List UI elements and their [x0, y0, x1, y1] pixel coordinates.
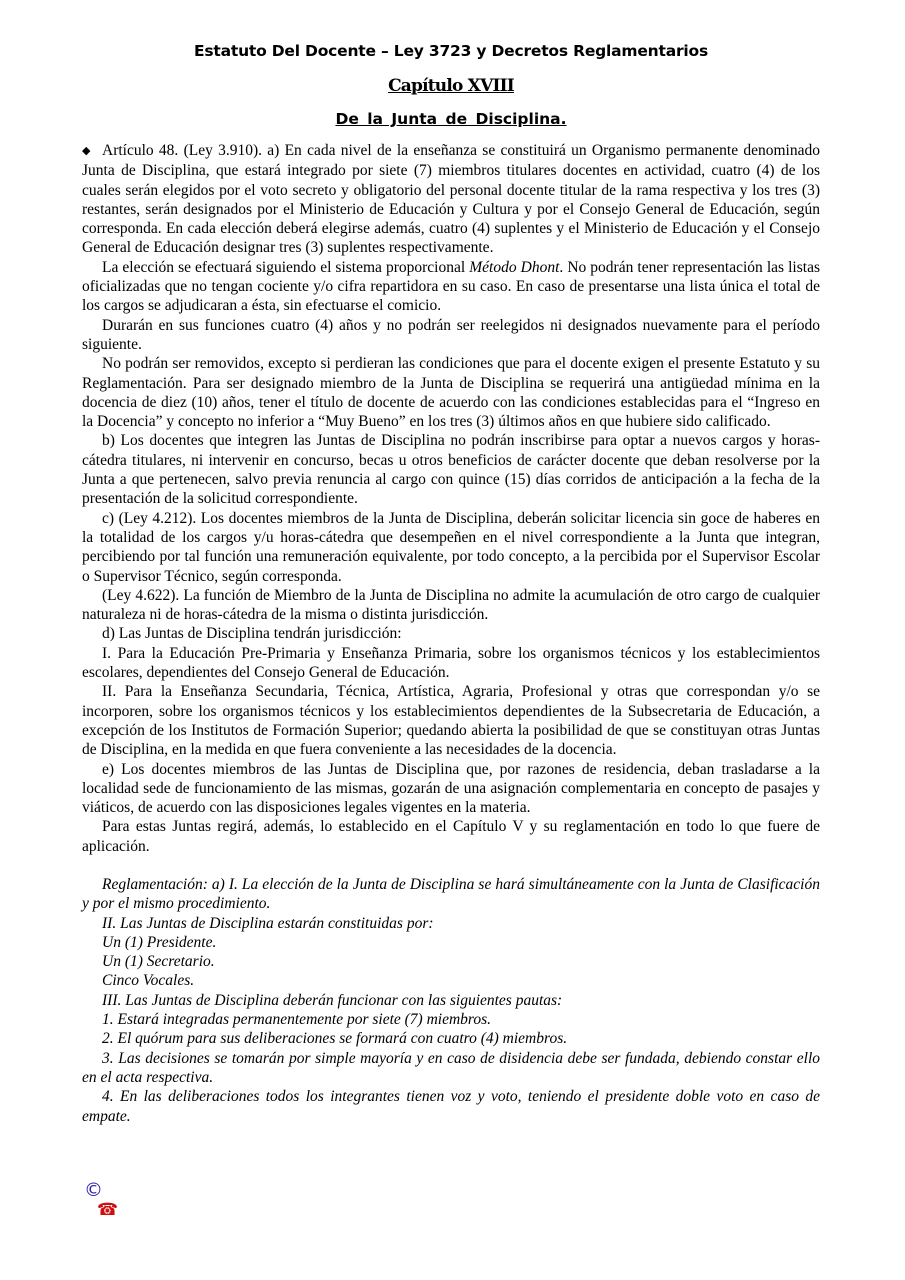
article-paragraph: ◆ Artículo 48. (Ley 3.910). a) En cada nivel de la enseñanza se constituirá un Organismo permanente denominado Junta de Disciplina, que estará integrado por siete (7) miembros titulares docentes en actividad, cuatro (4) de los cuales serán elegidos por el voto secreto y obligatorio del personal docente titular de la rama respectiva y los tres (3) restantes, serán designados por el Ministerio de Educación y Cultura y por el Consejo General de Educación, según corresponda. En cada elección deberá elegirse además, cuatro (4) suplentes y el Ministerio de Educación y el Consejo General de Educación designar tres (3) suplentes respectivamente.: [82, 142, 820, 257]
diamond-bullet-icon: ◆: [82, 145, 91, 157]
telephone-icon: ☎: [97, 1200, 119, 1220]
footer-icons: [84, 1180, 118, 1220]
section-spacer: [82, 856, 820, 875]
article-paragraph: e) Los docentes miembros de las Juntas de Disciplina que, por razones de residencia, deban trasladarse a la localidad sede de funcionamiento de las mismas, gozarán de una asignación complementaria en concepto de pasajes y viáticos, de acuerdo con las disposiciones legales vigentes en la materia.: [82, 760, 820, 817]
article-body: [82, 141, 820, 1126]
reglamentacion-paragraph: Reglamentación: a) I. La elección de la Junta de Disciplina se hará simultáneamente con la Junta de Clasificación y por el mismo procedimiento.: [82, 875, 820, 913]
article-paragraph: La elección se efectuará siguiendo el sistema proporcional Método Dhont. No podrán tener representación las listas oficializadas que no tengan cociente y/o cifra repartidora en su caso. En caso de presentarse una lista única el total de los cargos se adjudicaran a ésta, sin efectuarse el comicio.: [82, 258, 820, 315]
article-paragraph: Durarán en sus funciones cuatro (4) años y no podrán ser reelegidos ni designados nuevamente para el período siguiente.: [82, 316, 820, 353]
reglamentacion-paragraph: Un (1) Secretario.: [102, 953, 215, 971]
document-page: [82, 42, 820, 1126]
article-paragraph: No podrán ser removidos, excepto si perdieran las condiciones que para el docente exigen el presente Estatuto y su Reglamentación. Para ser designado miembro de la Junta de Disciplina se requerirá una antigüedad mínima en la docencia de diez (10) años, tener el título de docente de acuerdo con las condiciones establecidas para el “Ingreso en la Docencia” y concepto no inferior a “Muy Bueno” en los tres (3) últimos años en que hubiere sido calificado.: [82, 355, 820, 431]
reglamentacion-paragraph: III. Las Juntas de Disciplina deberán funcionar con las siguientes pautas:: [102, 991, 563, 1009]
method-name: Método Dhont: [469, 258, 560, 276]
reglamentacion-paragraph: 4. En las deliberaciones todos los integrantes tienen voz y voto, teniendo el presidente doble voto en caso de empate.: [82, 1088, 820, 1125]
article-paragraph: c) (Ley 4.212). Los docentes miembros de la Junta de Disciplina, deberán solicitar licencia sin goce de haberes en la totalidad de los cargos y/u horas-cátedra que desempeñen en el nivel correspondiente a la Junta que integran, percibiendo por tal función una remuneración equivalente, por todo concepto, a la percibida por el Supervisor Escolar o Supervisor Técnico, según corresponda.: [82, 509, 820, 585]
article-paragraph: d) Las Juntas de Disciplina tendrán jurisdicción:: [102, 625, 402, 643]
article-paragraph: (Ley 4.622). La función de Miembro de la Junta de Disciplina no admite la acumulación de otro cargo de cualquier naturaleza ni de horas-cátedra de la misma o distinta jurisdicción.: [82, 586, 820, 624]
reglamentacion-paragraph: Un (1) Presidente.: [102, 933, 217, 951]
reglamentacion-paragraph: Cinco Vocales.: [102, 972, 195, 990]
chapter-subtitle: De la Junta de Disciplina.: [335, 110, 567, 128]
reglamentacion-paragraph: 1. Estará integradas permanentemente por siete (7) miembros.: [102, 1011, 492, 1029]
chapter-title: Capítulo XVIII: [388, 76, 514, 96]
article-paragraph: Para estas Juntas regirá, además, lo establecido en el Capítulo V y su reglamentación en todo lo que fuere de aplicación.: [82, 818, 820, 855]
article-paragraph: b) Los docentes que integren las Juntas de Disciplina no podrán inscribirse para optar a nuevos cargos y horas-cátedra titulares, ni intervenir en concurso, becas u otros beneficios de carácter docente que deban resolverse por la Junta a que pertenecen, salvo previa renuncia al cargo con quince (15) días corridos de anticipación a la fecha de la presentación de la solicitud correspondiente.: [82, 432, 820, 508]
document-header: Estatuto Del Docente – Ley 3723 y Decretos Reglamentarios: [193, 42, 709, 60]
reglamentacion-paragraph: II. Las Juntas de Disciplina estarán constituidas por:: [102, 914, 434, 932]
reglamentacion-paragraph: 3. Las decisiones se tomarán por simple mayoría y en caso de disidencia debe ser fundada, debiendo constar ello en el acta respectiva.: [82, 1049, 820, 1086]
reglamentacion-section: [82, 875, 820, 1126]
article-paragraph: II. Para la Enseñanza Secundaria, Técnica, Artística, Agraria, Profesional y otras que correspondan y/o se incorporen, sobre los organismos técnicos y los establecimientos dependientes de la Subsecretaria de Educación, a excepción de los Institutos de Formación Superior; quedando abierta la posibilidad de que se constituyan otras Juntas de Disciplina, en la medida en que fuera conveniente a las necesidades de la docencia.: [82, 683, 820, 759]
article-paragraph: I. Para la Educación Pre-Primaria y Enseñanza Primaria, sobre los organismos técnicos y los establecimientos escolares, dependientes del Consejo General de Educación.: [82, 644, 820, 682]
copyright-icon: ©: [84, 1179, 103, 1201]
reglamentacion-paragraph: 2. El quórum para sus deliberaciones se formará con cuatro (4) miembros.: [102, 1030, 568, 1048]
